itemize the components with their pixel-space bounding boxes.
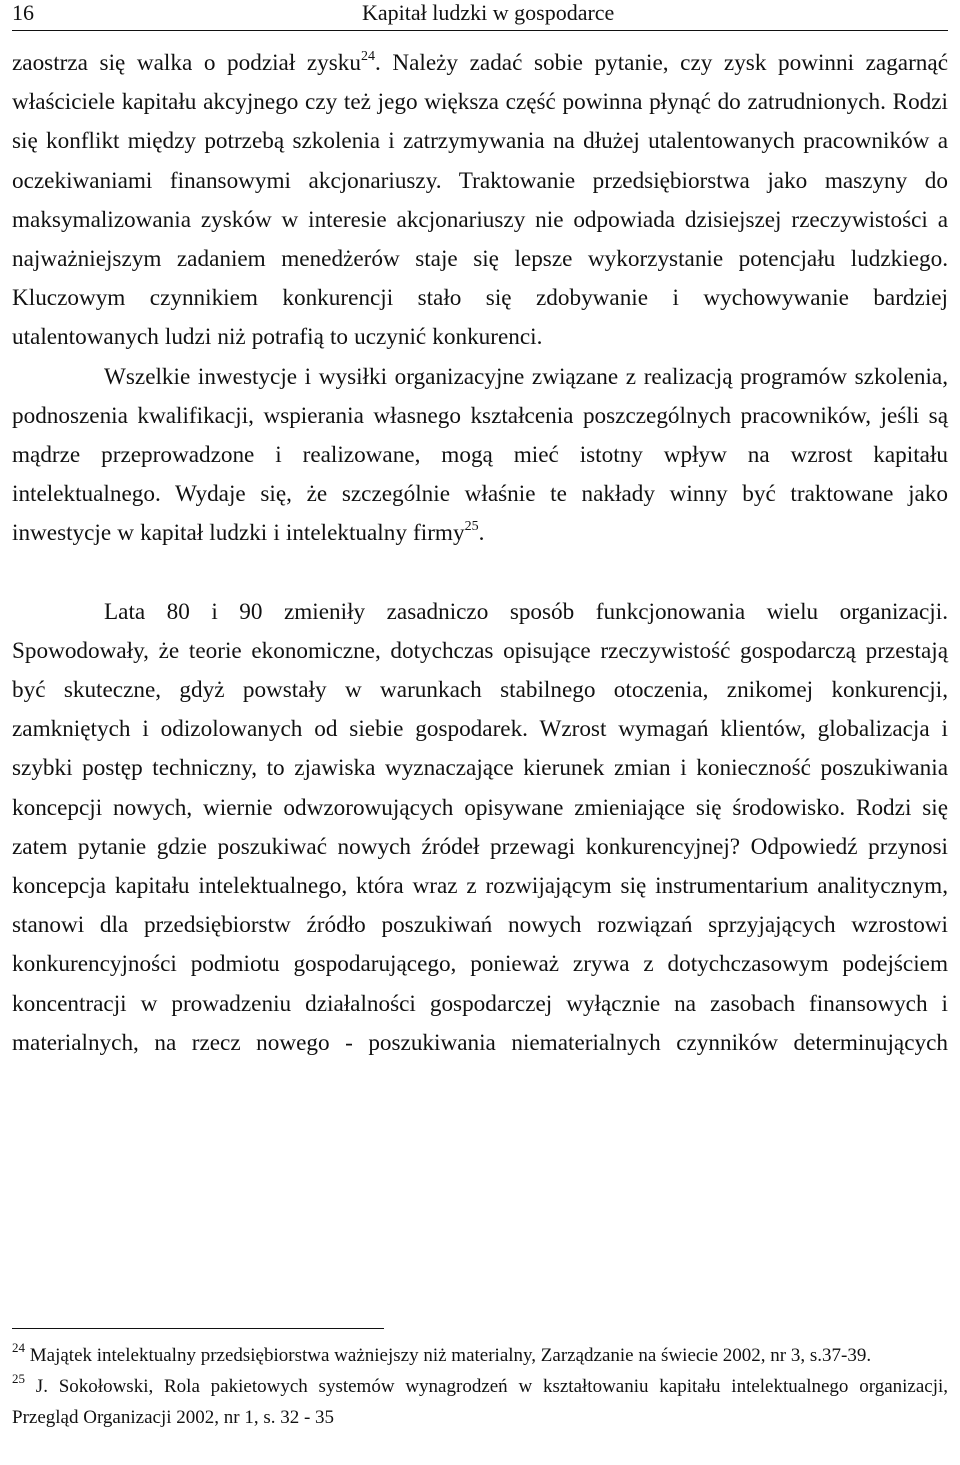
- paragraph-2: [12, 358, 948, 554]
- footnote-separator: [12, 1328, 384, 1329]
- footnote-24: [12, 1340, 948, 1371]
- running-header-title: Kapitał ludzki w gospodarce: [362, 0, 615, 25]
- footnote-text: J. Sokołowski, Rola pakietowych systemów wynagrodzeń w kształtowaniu kapitału intelektualnego organizacji, Przegląd Organizacji 2002, nr 1, s. 32 - 35: [12, 1376, 949, 1428]
- paragraph-3: [12, 593, 948, 1063]
- paragraph-text: Wszelkie inwestycje i wysiłki organizacyjne związane z realizacją programów szkolenia, podnoszenia kwalifikacji, wspierania własnego kształcenia poszczególnych pracowników, jeśli są mądrze przeprowadzone i realizowane, mogą mieć istotny wpływ na wzrost kapitału intelektualnego. Wydaje się, że szczególnie właśnie te nakłady winny być traktowane jako inwestycje w kapitał ludzki i intelektualny firmy: [12, 363, 948, 547]
- footnote-25: [12, 1371, 948, 1433]
- paragraph-text: .: [478, 520, 485, 547]
- body-text: [12, 44, 948, 1063]
- running-header: [12, 0, 948, 31]
- paragraph-text: zaostrza się walka o podział zysku: [12, 50, 361, 76]
- footnote-ref-25: 25: [464, 519, 479, 535]
- footnote-ref-24: 24: [360, 49, 375, 64]
- footnotes: [12, 1340, 948, 1433]
- paragraph-text: . Należy zadać sobie pytanie, czy zysk powinni zagarnąć właściciele kapitału akcyjnego czy też jego większa część powinna płynąć do zatrudnionych. Rodzi się konflikt między potrzebą szkolenia i zatrzymywania na dłużej utalentowanych pracowników a oczekiwaniami finansowymi akcjonariuszy. Traktowanie przedsiębiorstwa jako maszyny do maksymalizowania zysków w interesie akcjonariuszy nie odpowiada dzisiejszej rzeczywistości a najważniejszym zadaniem menedżerów staje się lepsze wykorzystanie potencjału ludzkiego. Kluczowym czynnikiem konkurencji stało się zdobywanie i wychowywanie bardziej utalentowanych ludzi niż potrafią to uczynić konkurenci.: [12, 50, 948, 351]
- footnote-number: 25: [12, 1371, 25, 1386]
- paragraph-spacer: [12, 554, 948, 593]
- page-number: 16: [12, 0, 34, 25]
- footnote-number: 24: [12, 1340, 25, 1355]
- footnote-text: Majątek intelektualny przedsiębiorstwa ważniejszy niż materialny, Zarządzanie na świecie 2002, nr 3, s.37-39.: [29, 1345, 872, 1366]
- paragraph-text: Lata 80 i 90 zmieniły zasadniczo sposób funkcjonowania wielu organizacji. Spowodowały, że teorie ekonomiczne, dotychczas opisujące rzeczywistość gospodarczą przestają być skuteczne, gdyż powstały w warunkach stabilnego otoczenia, znikomej konkurencji, zamkniętych i odizolowanych od siebie gospodarek. Wzrost wymagań klientów, globalizacja i szybki postęp techniczny, to zjawiska wyznaczające kierunek zmian i konieczność poszukiwania koncepcji nowych, wiernie odwzorowujących opisywane zmieniające się środowisko. Rodzi się zatem pytanie gdzie poszukiwać nowych źródeł przewagi konkurencyjnej? Odpowiedź przynosi koncepcja kapitału intelektualnego, która wraz z rozwijającym się instrumentarium analitycznym, stanowi dla przedsiębiorstw źródło poszukiwań nowych rozwiązań sprzyjających wzrostowi konkurencyjności podmiotu gospodarującego, ponieważ zrywa z dotychczasowym podejściem koncentracji w prowadzeniu działalności gospodarczej wyłącznie na zasobach finansowych i materialnych, na rzecz nowego - poszukiwania niematerialnych czynników determinujących: [12, 598, 948, 1056]
- paragraph-1: [12, 44, 948, 358]
- document-page: [12, 0, 948, 1465]
